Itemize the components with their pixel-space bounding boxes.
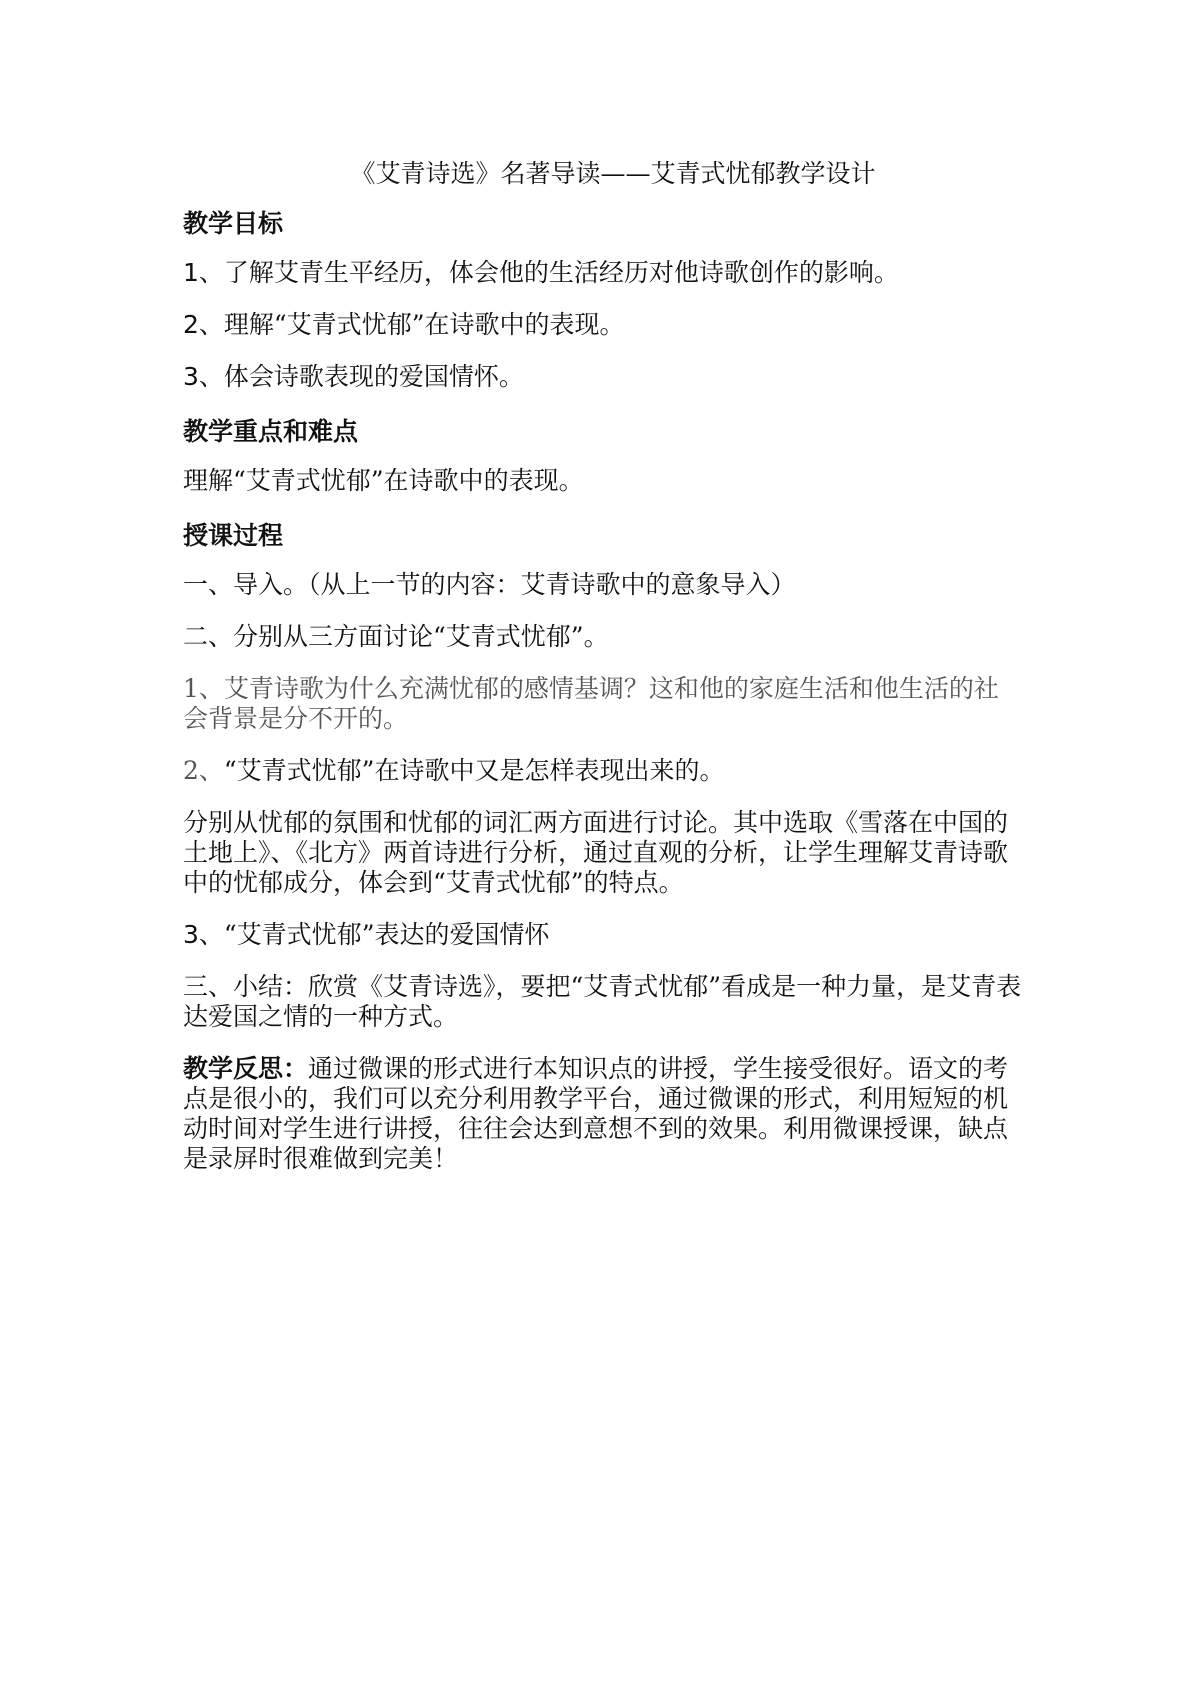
discussion-point-2 [183, 756, 1023, 786]
heading-teaching-goals: 教学目标 [183, 209, 284, 238]
discussion-point-3 [183, 920, 1023, 950]
goal-number: 1 [183, 258, 199, 287]
process-step-summary: 三、小结：欣赏《艾青诗选》，要把“艾青式忧郁”看成是一种力量，是艾青表达爱国之情的一种方式。 [183, 972, 1022, 1031]
goal-text: 、体会诗歌表现的爱国情怀。 [198, 362, 524, 391]
discussion-point-2-number: 2、 [183, 756, 224, 785]
goal-number: 3 [183, 362, 199, 391]
goal-item-3 [183, 362, 1023, 392]
goal-number: 2 [183, 310, 199, 339]
goal-item-2 [183, 310, 1023, 340]
discussion-point-1: 1、艾青诗歌为什么充满忧郁的感情基调？这和他的家庭生活和他生活的社会背景是分不开的。 [183, 674, 999, 733]
goal-text: 、理解“艾青式忧郁”在诗歌中的表现。 [198, 310, 625, 339]
teaching-reflection [183, 1054, 1023, 1174]
document-title: 《艾青诗选》名著导读——艾青式忧郁教学设计 [350, 159, 876, 188]
goal-item-1 [183, 258, 1023, 288]
document-content [183, 156, 1023, 1196]
reflection-text: 通过微课的形式进行本知识点的讲授，学生接受很好。语文的考点是很小的，我们可以充分利用教学平台，通过微课的形式，利用短短的机动时间对学生进行讲授，往往会达到意想不到的效果。利用微课授课，缺点是录屏时很难做到完美！ [183, 1054, 1009, 1173]
heading-key-points: 教学重点和难点 [183, 417, 359, 446]
discussion-point-3-number: 3 [183, 920, 199, 949]
key-points-text: 理解“艾青式忧郁”在诗歌中的表现。 [183, 466, 584, 495]
process-step-intro: 一、导入。（从上一节的内容：艾青诗歌中的意象导入） [183, 570, 796, 599]
reflection-label: 教学反思： [183, 1054, 309, 1083]
discussion-point-2-text: “艾青式忧郁”在诗歌中又是怎样表现出来的。 [223, 756, 725, 785]
process-step-discussion: 二、分别从三方面讨论“艾青式忧郁”。 [183, 622, 609, 651]
heading-teaching-process: 授课过程 [183, 521, 284, 550]
discussion-point-2-detail: 分别从忧郁的氛围和忧郁的词汇两方面进行讨论。其中选取《雪落在中国的土地上》、《北方》两首诗进行分析，通过直观的分析，让学生理解艾青诗歌中的忧郁成分，体会到“艾青式忧郁”的特点。 [183, 808, 1009, 897]
discussion-point-3-text: 、“艾青式忧郁”表达的爱国情怀 [198, 920, 550, 949]
goal-text: 、了解艾青生平经历，体会他的生活经历对他诗歌创作的影响。 [198, 258, 899, 287]
